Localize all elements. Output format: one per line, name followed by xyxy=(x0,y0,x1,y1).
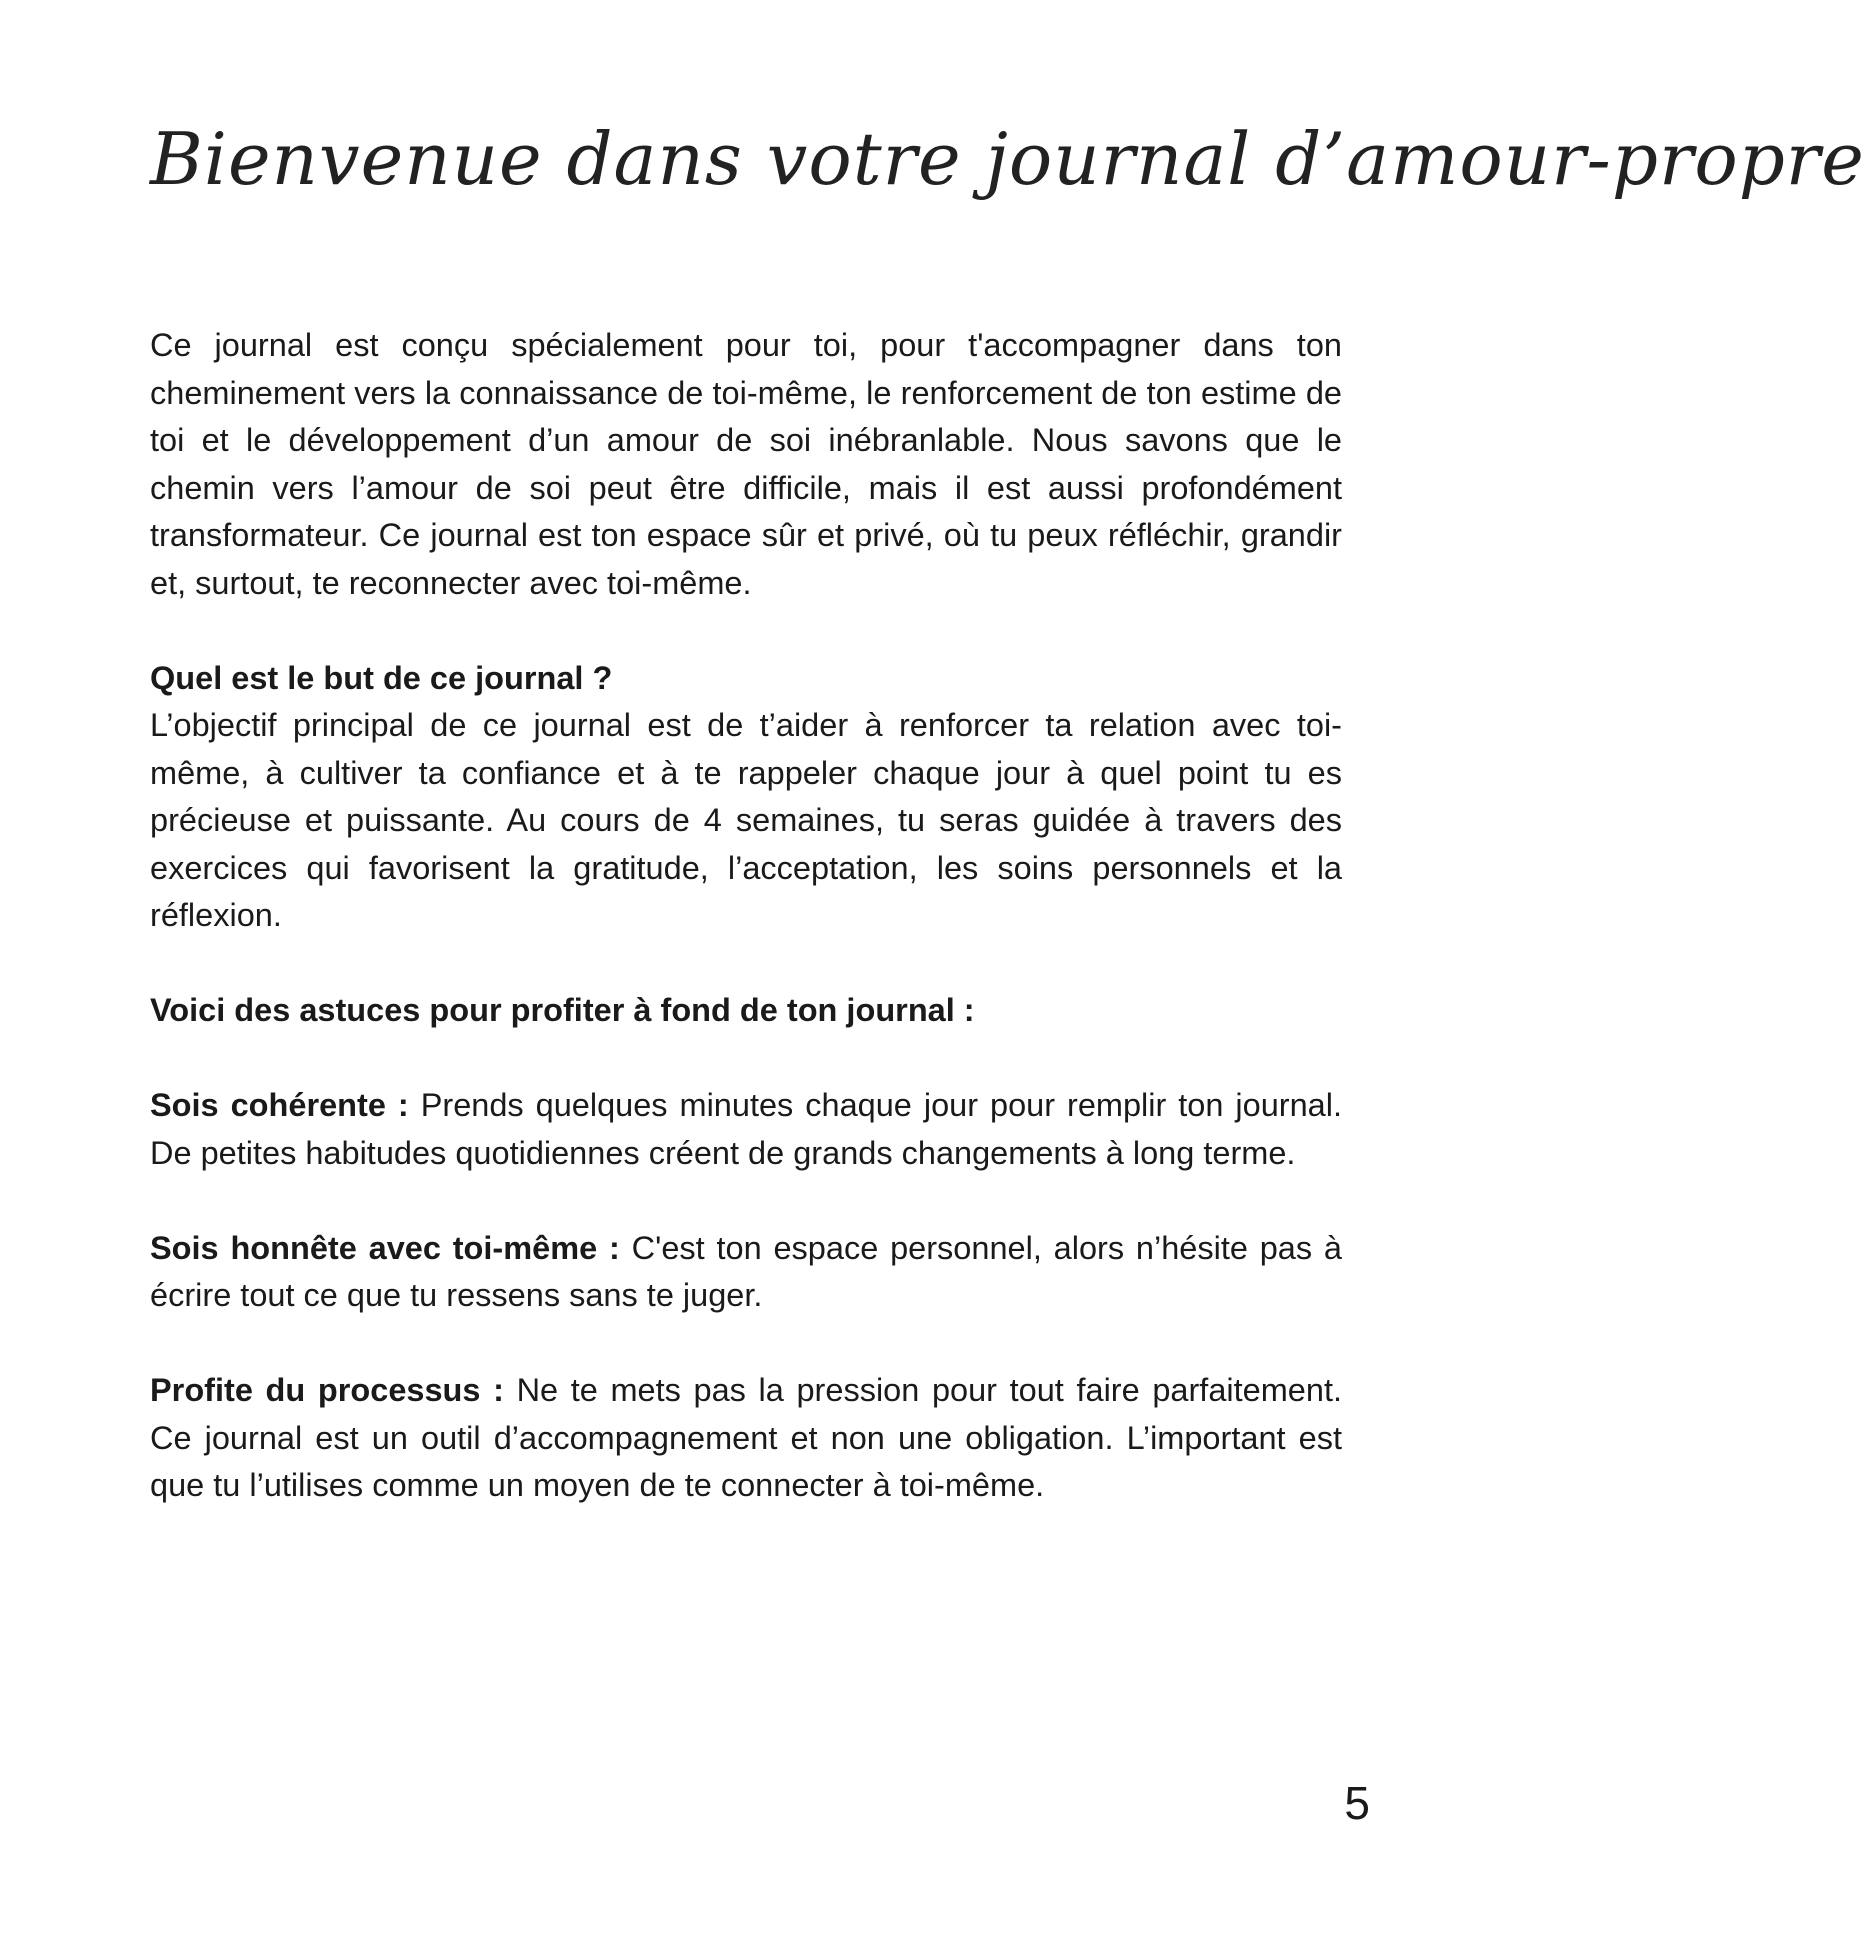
purpose-heading: Quel est le but de ce journal ? xyxy=(150,659,613,696)
tip-text: Prends quelques minutes chaque jour pour remplir ton journal. De petites habitudes quotidiennes créent de grands changements à long terme. xyxy=(150,1087,1343,1171)
tip-text: Ne te mets pas la pression pour tout faire parfaitement. Ce journal est un outil d’accompagnement et non une obligation. L’important est que tu l’utilises comme un moyen de te connecter à toi-même. xyxy=(150,1372,1343,1503)
tip-item xyxy=(150,1367,1342,1510)
page-number: 5 xyxy=(1344,1777,1370,1829)
tip-label: Sois cohérente : xyxy=(150,1087,409,1123)
tip-item xyxy=(150,1225,1342,1320)
intro-paragraph: Ce journal est conçu spécialement pour toi, pour t'accompagner dans ton cheminement vers la connaissance de toi-même, le renforcement de ton estime de toi et le développement d’un amour de soi inébranlable. Nous savons que le chemin vers l’amour de soi peut être difficile, mais il est aussi profondément transformateur. Ce journal est ton espace sûr et privé, où tu peux réfléchir, grandir et, surtout, te reconnecter avec toi-même. xyxy=(150,327,1342,601)
tips-heading: Voici des astuces pour profiter à fond de ton journal : xyxy=(150,992,975,1028)
tip-item xyxy=(150,1082,1342,1177)
tip-text: C'est ton espace personnel, alors n’hésite pas à écrire tout ce que tu ressens sans te juger. xyxy=(150,1229,1343,1313)
purpose-paragraph: L’objectif principal de ce journal est de t’aider à renforcer ta relation avec toi-même, à cultiver ta confiance et à te rappeler chaque jour à quel point tu es précieuse et puissante. Au cours de 4 semaines, tu seras guidée à travers des exercices qui favorisent la gratitude, l’acceptation, les soins personnels et la réflexion. xyxy=(150,707,1342,933)
tip-label: Profite du processus : xyxy=(150,1372,504,1408)
page-body xyxy=(150,322,1342,1510)
tip-label: Sois honnête avec toi-même : xyxy=(150,1229,620,1266)
page-title: Bienvenue dans votre journal d’amour-propre xyxy=(150,117,1865,201)
